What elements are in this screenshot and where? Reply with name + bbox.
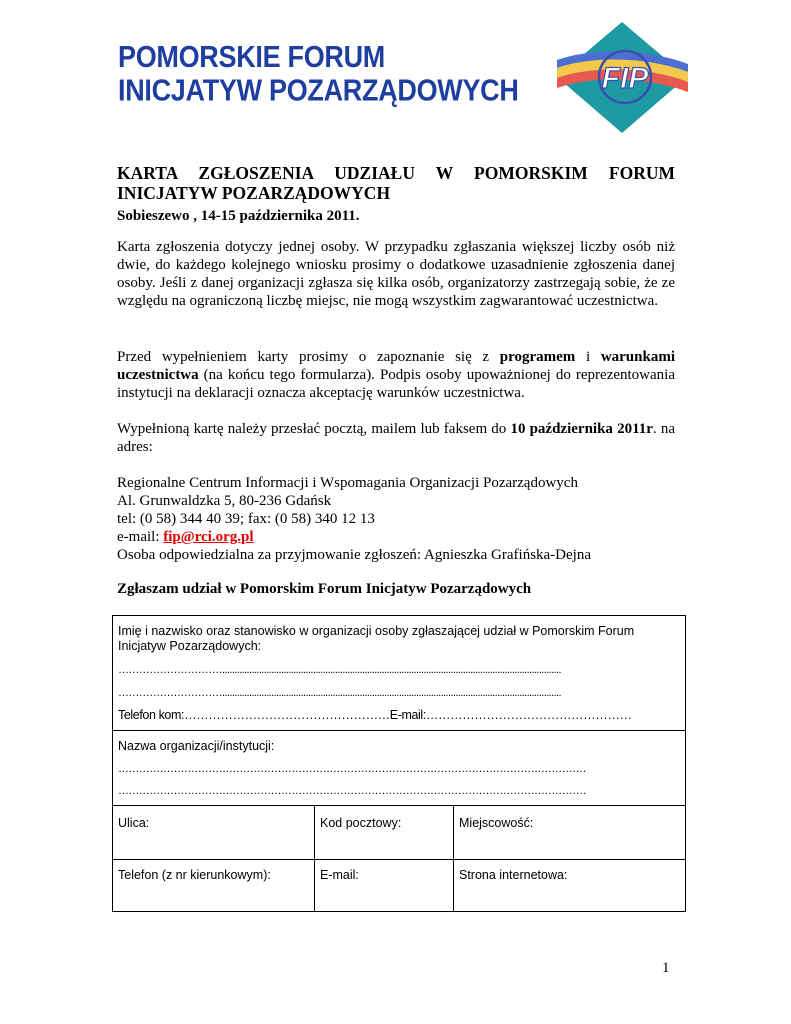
conditions-bold-text: warunkami uczestnictwa [117,349,675,383]
column-divider [453,805,454,911]
website-label: Strona internetowa: [459,868,568,882]
paragraph-text: Przed wypełnieniem karty prosimy o zapoznanie się z [117,349,500,365]
forum-title-line1: POMORSKIE FORUM [118,40,386,74]
mobile-phone-email-field[interactable]: Telefon kom:……………………………………………E-mail:…………………………………………… [118,708,632,722]
postal-code-cell[interactable] [320,816,448,854]
city-label: Miejscowość: [459,816,534,830]
address-org-name: Regionalne Centrum Informacji i Wspomagania Organizacji Pozarządowych [117,475,578,491]
deadline-bold-text: 10 października 2011r [510,421,653,437]
address-block [117,474,591,564]
page-title: KARTA ZGŁOSZENIA UDZIAŁU W POMORSKIM FORUM INICJATYW POZARZĄDOWYCH [117,163,675,203]
email-link[interactable]: fip@rci.org.pl [163,529,254,545]
fip-logo [555,20,690,135]
phone-area-code-cell[interactable] [118,868,312,906]
address-email-line [117,528,591,546]
organization-field-line-2[interactable]: ……………………………………………………………………………………………………………………… [118,785,587,797]
paragraph-text: . na adres: [117,421,675,455]
forum-title-line2: INICJATYW POZARZĄDOWYCH [118,73,519,108]
paragraph-text: (na końcu tego formularza). Podpis osoby upoważnionej do reprezentowania instytucji na deklaracji oznacza akceptację warunków uczestnictwa. [117,367,675,401]
logo-text: FIP [601,62,649,95]
organization-field-line-1[interactable]: ……………………………………………………………………………………………………………………… [118,763,587,775]
email-label: e-mail: [117,529,164,545]
program-bold-text: programem [499,349,576,365]
row-divider [113,859,685,860]
registration-form-table [112,615,686,912]
city-cell[interactable] [459,816,679,854]
forum-title [118,40,519,107]
row-divider [113,730,685,731]
paragraph-text: i [575,349,601,365]
name-field-line-2[interactable]: ………………………….......................................................................................................................................... [118,687,561,699]
deadline-paragraph [117,420,675,456]
name-field-line-1[interactable]: ………………………….......................................................................................................................................... [118,664,561,676]
organization-label: Nazwa organizacji/instytucji: [118,739,275,753]
name-position-label: Imię i nazwisko oraz stanowisko w organizacji osoby zgłaszającej udział w Pomorskim Forum Inicjatyw Pozarządowych: [118,624,635,653]
phone-area-code-label: Telefon (z nr kierunkowym): [118,868,271,882]
email-field-label: E-mail: [320,868,359,882]
column-divider [314,805,315,911]
paragraph-text: Wypełnioną kartę należy przesłać pocztą, mailem lub faksem do [117,421,511,437]
row-divider [113,805,685,806]
page-number: 1 [662,960,670,976]
form-heading: Zgłaszam udział w Pomorskim Forum Inicjatyw Pozarządowych [117,581,532,597]
website-cell[interactable] [459,868,679,906]
street-label: Ulica: [118,816,150,830]
email-cell[interactable] [320,868,448,906]
event-date-subheading: Sobieszewo , 14-15 października 2011. [117,208,360,224]
postal-code-label: Kod pocztowy: [320,816,402,830]
street-cell[interactable] [118,816,308,854]
address-contact-person: Osoba odpowiedzialna za przyjmowanie zgłoszeń: Agnieszka Grafińska-Dejna [117,547,591,563]
instructions-paragraph [117,348,675,402]
address-street: Al. Grunwaldzka 5, 80-236 Gdańsk [117,493,332,509]
intro-paragraph: Karta zgłoszenia dotyczy jednej osoby. W przypadku zgłaszania większej liczby osób niż dwie, do każdego kolejnego wniosku prosimy o dodatkowe uzasadnienie zgłoszenia danej osoby. Jeśli z danej organizacji zgłasza się kilka osób, organizatorzy zastrzegają sobie, że ze względu na ograniczoną liczbę miejsc, nie mogą wszystkim zagwarantować uczestnictwa. [117,239,675,309]
address-phone-fax: tel: (0 58) 344 40 39; fax: (0 58) 340 12 13 [117,511,375,527]
